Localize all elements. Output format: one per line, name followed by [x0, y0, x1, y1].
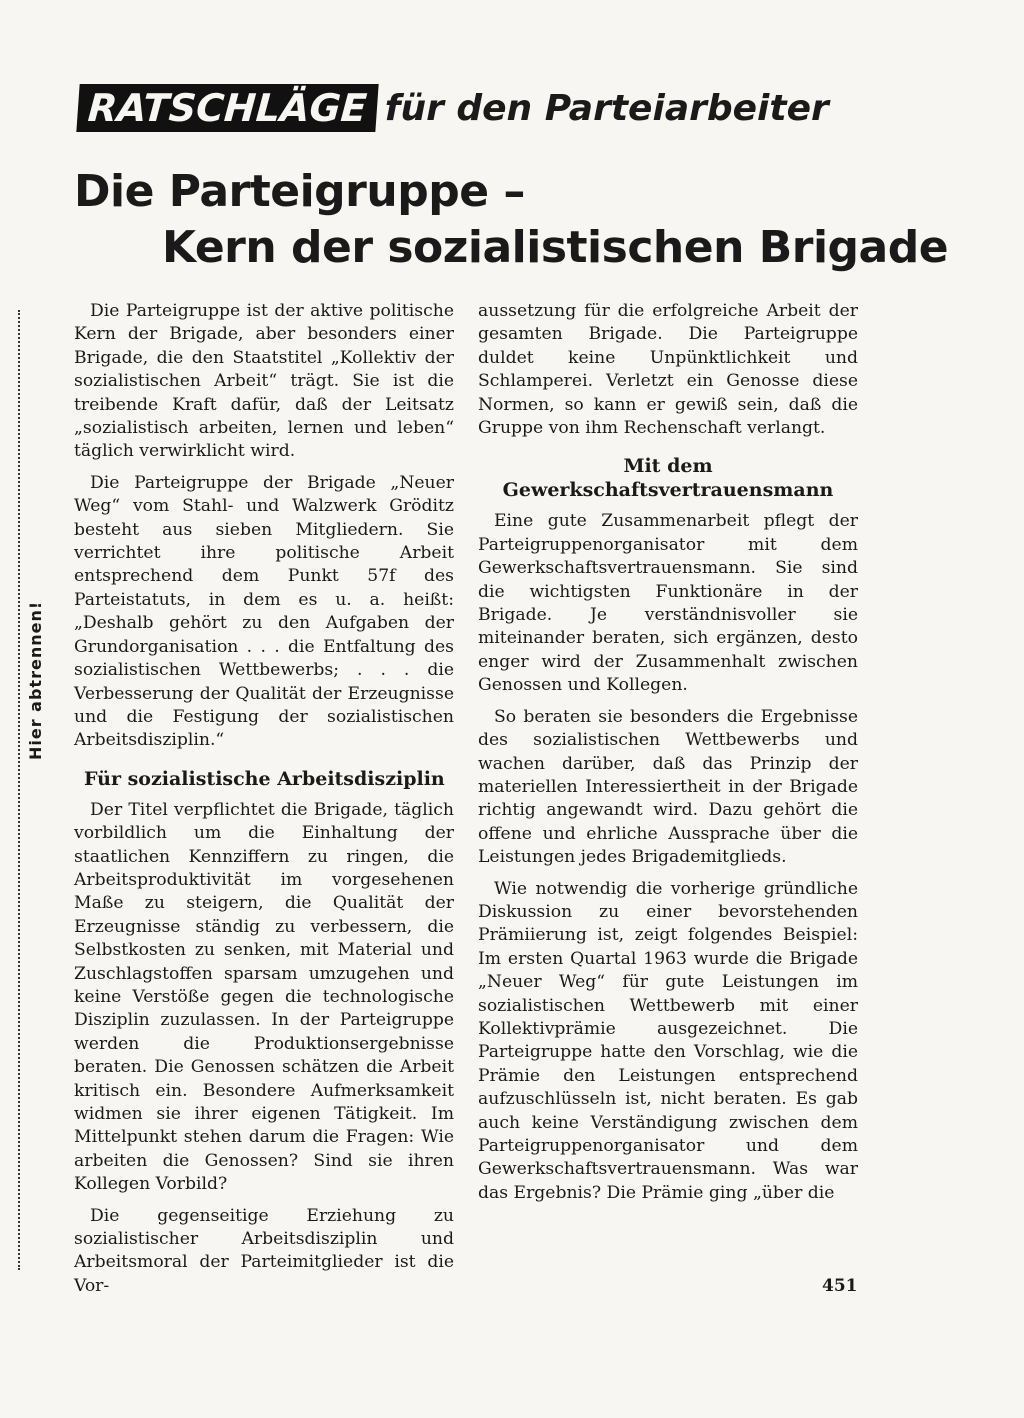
- paragraph: Eine gute Zusammenarbeit pflegt der Parteigruppenorganisator mit dem Gewerkschaftsvertrauensmann. Sie sind die wichtigsten Funktionäre in der Brigade. Je verständnisvoller sie miteinander beraten, sich ergänzen, desto enger wird der Zusammenhalt zwischen Genossen und Kollegen.: [478, 511, 858, 696]
- page-number: 451: [822, 1276, 858, 1296]
- article-title-line1: Die Parteigruppe –: [74, 166, 525, 217]
- section-heading: [478, 454, 858, 502]
- section-heading-line2: Gewerkschaftsvertrauensmann: [502, 479, 834, 502]
- paragraph: aussetzung für die erfolgreiche Arbeit der gesamten Brigade. Die Parteigruppe duldet keine Unpünktlichkeit und Schlamperei. Verletzt ein Genosse diese Normen, so kann er gewiß sein, daß die Gruppe von ihm Rechenschaft verlangt.: [478, 301, 858, 439]
- side-label: Hier abtrennen!: [26, 600, 45, 760]
- masthead-boxed: RATSCHLÄGE: [76, 84, 378, 132]
- paragraph: Die Parteigruppe ist der aktive politische Kern der Brigade, aber besonders einer Brigade, die den Staatstitel „Kollektiv der sozialistischen Arbeit“ trägt. Sie ist die treibende Kraft dafür, daß der Leitsatz „sozialistisch arbeiten, lernen und leben“ täglich verwirklicht wird.: [74, 301, 454, 462]
- masthead-rest: für den Parteiarbeiter: [384, 87, 829, 129]
- paragraph: Die gegenseitige Erziehung zu sozialistischer Arbeitsdisziplin und Arbeitsmoral der Parteimitglieder ist die Vor-: [74, 1205, 454, 1296]
- masthead: [78, 80, 829, 136]
- section-heading-line1: Mit dem: [623, 455, 713, 478]
- paragraph: So beraten sie besonders die Ergebnisse des sozialistischen Wettbewerbs und wachen darüber, daß das Prinzip der materiellen Interessiertheit in der Brigade richtig angewandt wird. Dazu gehört die offene und ehrliche Aussprache über die Leistungen jedes Brigademitglieds.: [478, 706, 858, 868]
- left-column: [74, 300, 454, 1306]
- section-heading: Für sozialistische Arbeitsdisziplin: [84, 767, 445, 790]
- paragraph: Der Titel verpflichtet die Brigade, täglich vorbildlich um die Einhaltung der staatlichen Kennziffern zu ringen, die Arbeitsproduktivität im vorgesehenen Maße zu steigern, die Qualität der Erzeugnisse ständig zu verbessern, die Selbstkosten zu senken, mit Material und Zuschlagstoffen sparsam umzugehen und keine Verstöße gegen die technologische Disziplin zuzulassen. In der Parteigruppe werden die Produktionsergebnisse beraten. Die Genossen schätzen die Arbeit kritisch ein. Besondere Aufmerksamkeit widmen sie ihrer eigenen Tätigkeit. Im Mittelpunkt stehen darum die Fragen: Wie arbeiten die Genossen? Sind sie ihren Kollegen Vorbild?: [74, 799, 454, 1195]
- article-title-line2: Kern der sozialistischen Brigade: [162, 222, 949, 273]
- right-column: [478, 300, 858, 1213]
- cut-line: [18, 310, 20, 1270]
- paragraph: Die Parteigruppe der Brigade „Neuer Weg“ vom Stahl- und Walzwerk Gröditz besteht aus sieben Mitgliedern. Sie verrichtet ihre politische Arbeit entsprechend dem Punkt 57f des Parteistatuts, in dem es u. a. heißt: „Deshalb gehört zu den Aufgaben der Grundorganisation . . . die Entfaltung des sozialistischen Wettbewerbs; . . . die Verbesserung der Qualität der Erzeugnisse und die Festigung der sozialistischen Arbeitsdisziplin.“: [74, 472, 454, 751]
- paragraph: Wie notwendig die vorherige gründliche Diskussion zu einer bevorstehenden Prämiierung ist, zeigt folgendes Beispiel: Im ersten Quartal 1963 wurde die Brigade „Neuer Weg“ für gute Leistungen im sozialistischen Wettbewerb mit einer Kollektivprämie ausgezeichnet. Die Parteigruppe hatte den Vorschlag, wie die Prämie den Leistungen entsprechend aufzuschlüsseln ist, nicht beraten. Es gab auch keine Verständigung zwischen dem Parteigruppenorganisator und dem Gewerkschaftsvertrauensmann. Was war das Ergebnis? Die Prämie ging „über die: [478, 878, 858, 1203]
